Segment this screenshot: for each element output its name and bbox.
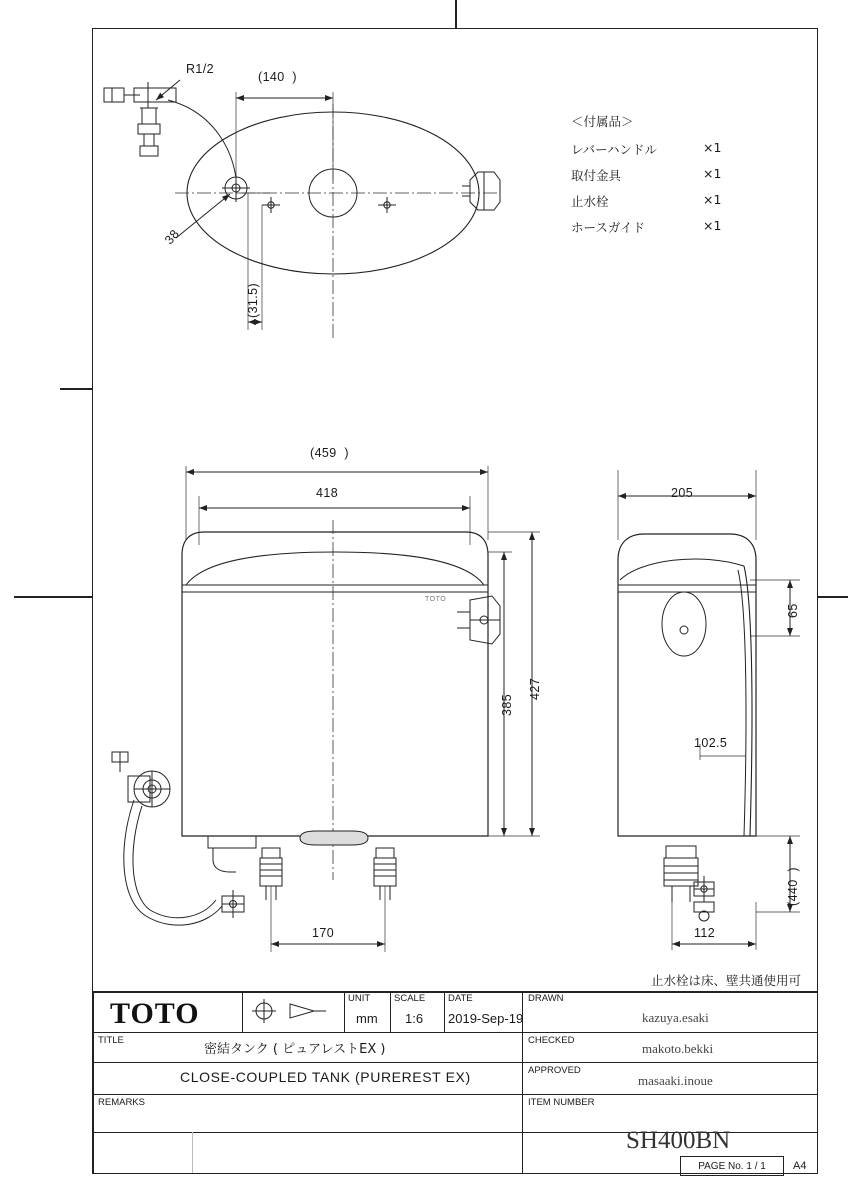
checked-value: makoto.bekki — [642, 1041, 714, 1056]
accessories-header: ＜付属品＞ — [571, 114, 634, 129]
dim-side-112: 112 — [694, 926, 716, 940]
approved-value: masaaki.inoue — [638, 1073, 713, 1088]
title-jp: 密結タンク ( ピュアレストEX ) — [204, 1042, 386, 1057]
brand-mark-front: TOTO — [425, 596, 447, 603]
accessory-name-1: 取付金具 — [571, 168, 622, 183]
unit-value: mm — [356, 1011, 378, 1026]
accessory-qty-3: ×1 — [703, 218, 722, 233]
dim-front-170: 170 — [312, 926, 335, 940]
remarks-label: REMARKS — [98, 1097, 145, 1108]
date-label: DATE — [448, 993, 473, 1004]
scale-label: SCALE — [394, 993, 426, 1004]
dim-front-427: 427 — [528, 677, 542, 700]
dim-side-1025: 102.5 — [694, 736, 728, 750]
dim-front-385: 385 — [500, 693, 514, 716]
dim-thread-r12: R1/2 — [186, 62, 215, 76]
title-en: CLOSE-COUPLED TANK (PUREREST EX) — [180, 1069, 471, 1085]
item-number-value: SH400BN — [626, 1127, 731, 1154]
accessory-name-3: ホースガイド — [571, 220, 646, 235]
unit-label: UNIT — [348, 993, 371, 1004]
dim-top-315: (31.5) — [246, 282, 260, 318]
paper-size: A4 — [793, 1160, 807, 1172]
drawn-label: DRAWN — [528, 993, 564, 1004]
title-label: TITLE — [98, 1035, 124, 1046]
accessory-name-0: レバーハンドル — [571, 142, 658, 157]
scale-value: 1:6 — [405, 1011, 424, 1026]
drawn-value: kazuya.esaki — [642, 1010, 709, 1025]
dim-side-205: 205 — [671, 486, 694, 500]
brand-logo: TOTO — [110, 997, 200, 1030]
accessory-name-2: 止水栓 — [571, 194, 609, 209]
approved-label: APPROVED — [528, 1065, 581, 1076]
dim-side-440: (440 ) — [786, 867, 800, 906]
accessory-qty-0: ×1 — [703, 140, 722, 155]
bottom-note: 止水栓は床、壁共通使用可 — [651, 973, 802, 988]
dim-side-65: 65 — [786, 603, 800, 618]
checked-label: CHECKED — [528, 1035, 575, 1046]
date-value: 2019-Sep-19 — [448, 1011, 524, 1026]
dim-front-418: 418 — [316, 486, 339, 500]
item-number-label: ITEM NUMBER — [528, 1097, 595, 1108]
dim-top-38: 38 — [162, 226, 183, 247]
accessory-qty-1: ×1 — [703, 166, 722, 181]
dim-top-140: (140 ) — [258, 70, 297, 84]
title-block — [92, 991, 818, 1174]
dim-front-459: (459 ) — [310, 446, 349, 460]
accessory-qty-2: ×1 — [703, 192, 722, 207]
page-number-box: PAGE No. 1 / 1 — [680, 1156, 784, 1176]
